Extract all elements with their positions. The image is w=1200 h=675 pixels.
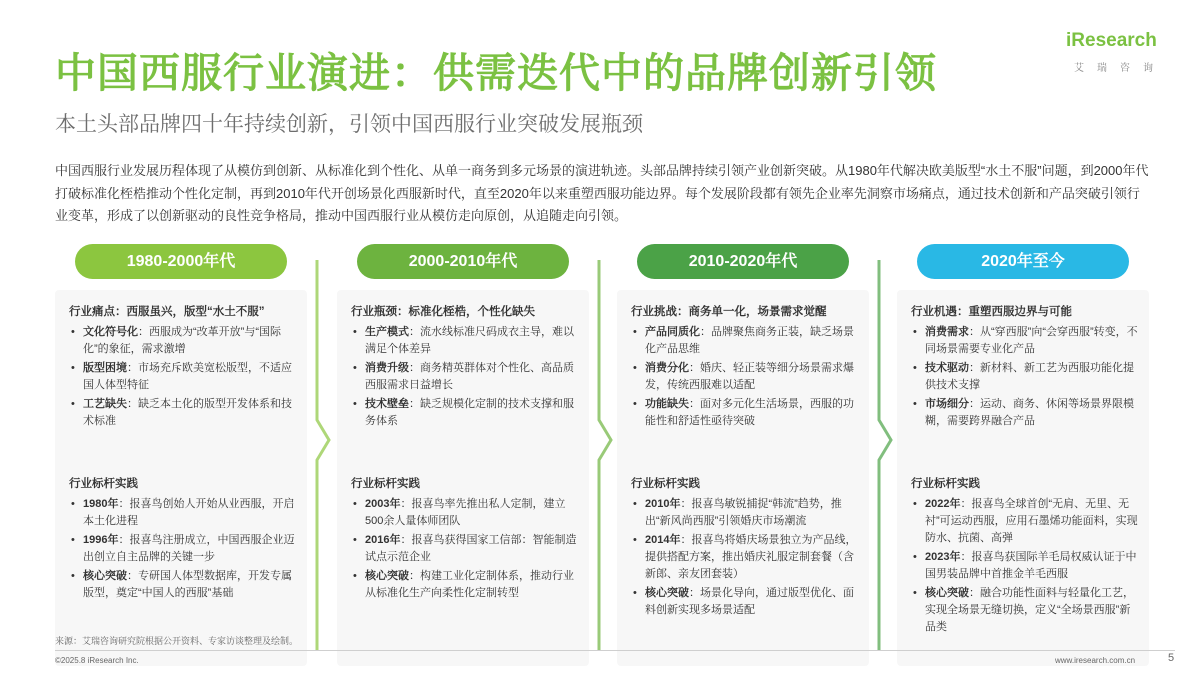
bullet-keyword: 市场细分 (925, 398, 969, 410)
bullet-item (69, 496, 299, 530)
pain-point-section (351, 304, 581, 432)
bullet-item (631, 396, 861, 430)
bullet-keyword: 技术驱动 (925, 362, 969, 374)
bullet-item (631, 532, 861, 583)
pain-point-section (69, 304, 299, 432)
bullet-list (631, 324, 861, 430)
bullet-keyword: 产品同质化 (645, 326, 700, 338)
bullet-text: ：运动、商务、休闲等场景界限模糊，需要跨界融合产品 (925, 398, 1134, 427)
section-heading: 行业标杆实践 (911, 478, 980, 490)
logo-cn: 艾瑞咨询 (1074, 63, 1166, 74)
bullet-text: ：面对多元化生活场景，西服的功能性和舒适性亟待突破 (645, 398, 854, 427)
bullet-list (631, 496, 861, 619)
bullet-keyword: 2023年 (925, 551, 961, 563)
bullet-keyword: 技术壁垒 (365, 398, 409, 410)
era-column (617, 244, 869, 644)
bullet-item (351, 324, 581, 358)
bullet-text: ：场景化导向，通过版型优化、面料创新实现多场景适配 (645, 587, 854, 616)
era-label: 2010-2020年代 (637, 244, 849, 279)
bullet-item (351, 568, 581, 602)
bullet-item (911, 360, 1141, 394)
intro-paragraph: 中国西服行业发展历程体现了从模仿到创新、从标准化到个性化、从单一商务到多元场景的演进轨迹。头部品牌持续引领产业创新突破。从1980年代解决欧美版型“水土不服”问题，到2000年代打破标准化桎梏推动个性化定制，再到2010年代开创场景化西服新时代，直至2020年以来重塑西服功能边界。每个发展阶段都有领先企业率先洞察市场痛点，通过技术创新和产品突破引领行业变革，形成了以创新驱动的良性竞争格局，推动中国西服行业从模仿走向原创，从追随走向引领。 (55, 163, 1149, 223)
bullet-text: ：报喜鸟敏锐捕捉“韩流”趋势，推出“新风尚西服”引领婚庆市场潮流 (645, 498, 842, 527)
bullet-item (69, 360, 299, 394)
bullet-item (69, 568, 299, 602)
bullet-text: ：婚庆、轻正装等细分场景需求爆发，传统西服难以适配 (645, 362, 854, 391)
chevron-right-icon (595, 260, 615, 650)
bullet-keyword: 2010年 (645, 498, 681, 510)
copyright: ©2025.8 iResearch Inc. (55, 656, 139, 665)
bullet-item (351, 496, 581, 530)
bullet-keyword: 2016年 (365, 534, 401, 546)
bullet-text: ：品牌聚焦商务正装，缺乏场景化产品思维 (645, 326, 854, 355)
bullet-item (631, 585, 861, 619)
bullet-item (911, 549, 1141, 583)
bullet-item (69, 396, 299, 430)
bullet-item (911, 496, 1141, 547)
footer-url: www.iresearch.com.cn (1055, 656, 1136, 665)
iresearch-logo (1066, 30, 1170, 85)
bullet-text: ：报喜鸟获得国家工信部：智能制造试点示范企业 (365, 534, 577, 563)
bullet-keyword: 2014年 (645, 534, 681, 546)
bullet-keyword: 核心突破 (925, 587, 969, 599)
page-subtitle: 本土头部品牌四十年持续创新，引领中国西服行业突破发展瓶颈 (55, 113, 643, 136)
bullet-keyword: 2022年 (925, 498, 961, 510)
bullet-keyword: 版型困境 (83, 362, 127, 374)
era-column (897, 244, 1149, 644)
bullet-list (69, 496, 299, 602)
bullet-keyword: 消费需求 (925, 326, 969, 338)
benchmark-section (69, 476, 299, 604)
bullet-text: ：报喜鸟全球首创“无肩、无里、无衬”可运动西服，应用石墨烯功能面料，实现防水、抗菌、高弹 (925, 498, 1138, 544)
bullet-keyword: 文化符号化 (83, 326, 138, 338)
bullet-item (351, 396, 581, 430)
bullet-keyword: 核心突破 (645, 587, 689, 599)
section-heading: 行业挑战：商务单一化，场景需求觉醒 (631, 306, 827, 318)
bullet-item (351, 360, 581, 394)
benchmark-section (351, 476, 581, 604)
chevron-right-icon (875, 260, 895, 650)
bullet-item (69, 532, 299, 566)
pain-point-section (911, 304, 1141, 432)
bullet-text: ：新材料、新工艺为西服功能化提供技术支撑 (925, 362, 1134, 391)
section-heading: 行业机遇：重塑西服边界与可能 (911, 306, 1072, 318)
section-heading: 行业标杆实践 (351, 478, 420, 490)
benchmark-section (911, 476, 1141, 638)
bullet-keyword: 核心突破 (83, 570, 127, 582)
bullet-item (911, 396, 1141, 430)
bullet-text: ：市场充斥欧美宽松版型，不适应国人体型特征 (83, 362, 292, 391)
bullet-text: ：报喜鸟创始人开始从业西服，开启本土化进程 (83, 498, 295, 527)
bullet-keyword: 1980年 (83, 498, 119, 510)
bullet-list (911, 324, 1141, 430)
bullet-item (911, 585, 1141, 636)
era-label: 1980-2000年代 (75, 244, 287, 279)
footer-divider (55, 650, 1175, 651)
bullet-item (69, 324, 299, 358)
bullet-text: ：构建工业化定制体系，推动行业从标准化生产向柔性化定制转型 (365, 570, 574, 599)
bullet-item (911, 324, 1141, 358)
bullet-text: ：流水线标准尺码成衣主导，难以满足个体差异 (365, 326, 574, 355)
bullet-item (631, 324, 861, 358)
era-column (337, 244, 589, 644)
bullet-keyword: 功能缺失 (645, 398, 689, 410)
page-number: 5 (1168, 652, 1175, 664)
pain-point-section (631, 304, 861, 432)
era-label: 2000-2010年代 (357, 244, 569, 279)
bullet-text: ：西服成为“改革开放”与“国际化”的象征，需求激增 (83, 326, 281, 355)
bullet-text: ：专研国人体型数据库，开发专属版型，奠定“中国人的西服”基础 (83, 570, 292, 599)
bullet-keyword: 消费升级 (365, 362, 409, 374)
bullet-text: ：融合功能性面料与轻量化工艺，实现全场景无缝切换，定义“全场景西服”新品类 (925, 587, 1134, 633)
bullet-text: ：报喜鸟注册成立，中国西服企业迈出创立自主品牌的关键一步 (83, 534, 295, 563)
bullet-item (631, 496, 861, 530)
bullet-text: ：缺乏本土化的版型开发体系和技术标准 (83, 398, 292, 427)
bullet-text: ：商务精英群体对个性化、高品质西服需求日益增长 (365, 362, 574, 391)
chevron-right-icon (313, 260, 333, 650)
bullet-keyword: 工艺缺失 (83, 398, 127, 410)
bullet-text: ：从“穿西服”向“会穿西服”转变，不同场景需要专业化产品 (925, 326, 1138, 355)
section-heading: 行业瓶颈：标准化桎梏，个性化缺失 (351, 306, 535, 318)
bullet-list (911, 496, 1141, 636)
bullet-list (351, 324, 581, 430)
source-note: 来源：艾瑞咨询研究院根据公开资料、专家访谈整理及绘制。 (55, 636, 299, 646)
bullet-keyword: 核心突破 (365, 570, 409, 582)
era-label: 2020年至今 (917, 244, 1129, 279)
bullet-list (69, 324, 299, 430)
bullet-keyword: 消费分化 (645, 362, 689, 374)
bullet-text: ：报喜鸟将婚庆场景独立为产品线，提供搭配方案，推出婚庆礼服定制套餐（含新郎、亲友团套装） (645, 534, 857, 580)
bullet-text: ：缺乏规模化定制的技术支撑和服务体系 (365, 398, 574, 427)
section-heading: 行业痛点：西服虽兴，版型“水土不服” (69, 306, 265, 318)
bullet-item (631, 360, 861, 394)
bullet-keyword: 2003年 (365, 498, 401, 510)
logo-mark: iResearch (1066, 30, 1157, 51)
bullet-text: ：报喜鸟率先推出私人定制，建立500余人量体师团队 (365, 498, 566, 527)
bullet-keyword: 生产模式 (365, 326, 409, 338)
era-column (55, 244, 307, 644)
section-heading: 行业标杆实践 (631, 478, 700, 490)
bullet-item (351, 532, 581, 566)
bullet-text: ：报喜鸟获国际羊毛局权威认证于中国男装品牌中首推金羊毛西服 (925, 551, 1137, 580)
section-heading: 行业标杆实践 (69, 478, 138, 490)
benchmark-section (631, 476, 861, 621)
bullet-list (351, 496, 581, 602)
bullet-keyword: 1996年 (83, 534, 119, 546)
page-title: 中国西服行业演进：供需迭代中的品牌创新引领 (55, 50, 937, 96)
